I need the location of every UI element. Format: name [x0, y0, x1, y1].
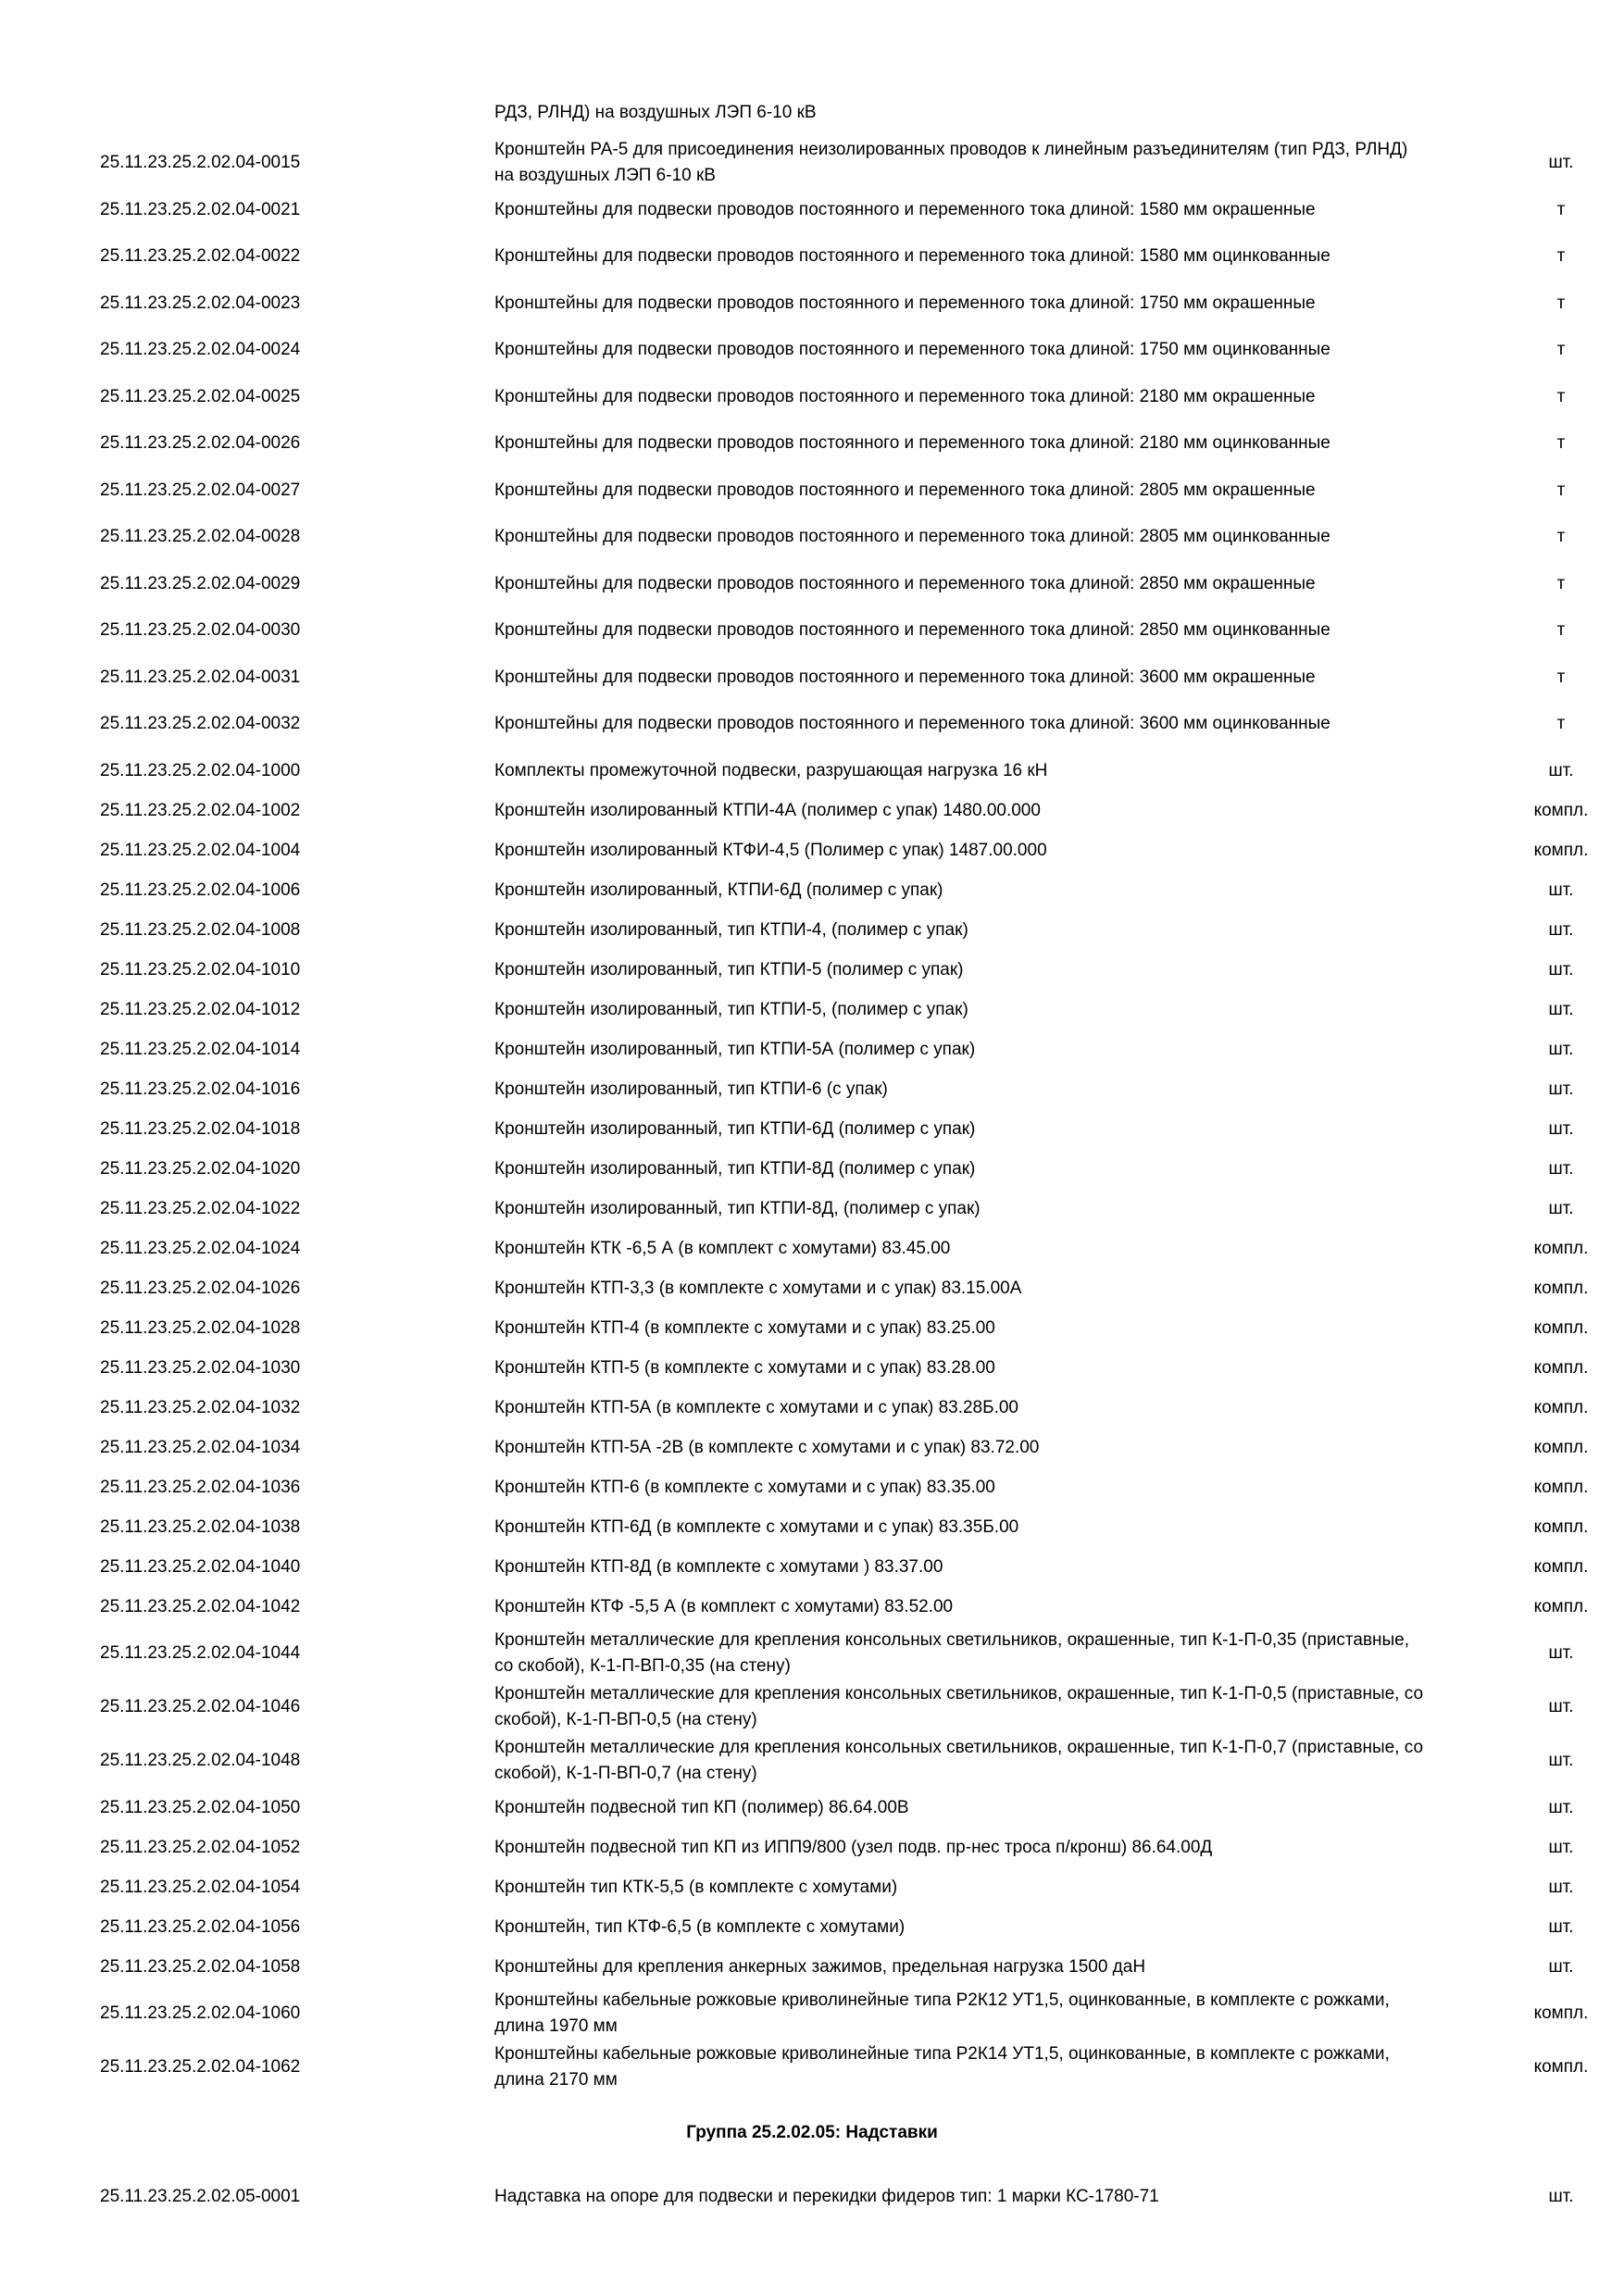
resource-code: 25.11.23.25.2.02.04-1062 [100, 2057, 301, 2077]
resource-name: Кронштейн КТК -6,5 А (в комплект с хомутами) 83.45.00 [494, 1238, 951, 1258]
unit-cell [1494, 1029, 1624, 1069]
unit-of-measure: шт. [1548, 760, 1574, 780]
resource-name: Кронштейны для подвески проводов постоянного и переменного тока длиной: 1750 мм окрашенные [494, 293, 1316, 313]
unit-of-measure: шт. [1548, 919, 1574, 940]
unit-cell [1494, 1268, 1624, 1308]
resource-name: Кронштейны для подвески проводов постоянного и переменного тока длиной: 2805 мм оцинкованные [494, 527, 1330, 546]
unit-cell [1494, 136, 1624, 190]
unit-cell [1494, 697, 1624, 751]
table-row [0, 1149, 1624, 1189]
unit-of-measure: шт. [1548, 2186, 1574, 2206]
table-row [0, 1189, 1624, 1229]
unit-cell [1494, 510, 1624, 564]
resource-code: 25.11.23.25.2.02.04-1034 [100, 1437, 301, 1457]
unit-of-measure: компл. [1533, 1516, 1589, 1537]
table-row [0, 830, 1624, 870]
table-row [0, 190, 1624, 230]
unit-cell [1494, 1308, 1624, 1348]
unit-cell [1494, 657, 1624, 697]
unit-of-measure: компл. [1533, 1238, 1589, 1258]
resource-name: Кронштейны для подвески проводов постоянного и переменного тока длиной: 2850 мм оцинкованные [494, 620, 1330, 640]
continuation-text: РДЗ, РЛНД) на воздушных ЛЭП 6-10 кВ [494, 103, 817, 122]
resource-name: Кронштейн КТП-4 (в комплекте с хомутами и с упак) 83.25.00 [494, 1317, 995, 1338]
resource-name: Кронштейн КТП-3,3 (в комплекте с хомутами и с упак) 83.15.00А [494, 1278, 1022, 1298]
table-row [0, 1828, 1624, 1867]
unit-cell [1494, 910, 1624, 950]
unit-cell [1494, 1149, 1624, 1189]
resource-code: 25.11.23.25.2.02.04-1044 [100, 1643, 301, 1663]
table-row [0, 417, 1624, 470]
unit-cell [1494, 1189, 1624, 1229]
unit-of-measure: компл. [1533, 1477, 1589, 1497]
resource-name: Кронштейн КТП-6Д (в комплекте с хомутами и с упак) 83.35Б.00 [494, 1516, 1019, 1537]
unit-cell [1494, 1828, 1624, 1867]
unit-of-measure: шт. [1548, 1079, 1574, 1099]
table-row [0, 1467, 1624, 1507]
resource-name: Кронштейн РА-5 для присоединения неизолированных проводов к линейным разъединителям (тип РДЗ, РЛНД) на воздушных ЛЭП 6-10 кВ [494, 140, 1408, 185]
unit-of-measure: компл. [1533, 800, 1589, 820]
table-row [0, 323, 1624, 377]
table-row [0, 604, 1624, 657]
unit-cell [1494, 870, 1624, 910]
resource-code: 25.11.23.25.2.02.04-1024 [100, 1238, 301, 1258]
unit-cell [1494, 564, 1624, 604]
unit-of-measure: шт. [1548, 880, 1574, 900]
resource-code: 25.11.23.25.2.02.04-0026 [100, 433, 301, 453]
table-row [0, 910, 1624, 950]
unit-of-measure: т [1556, 527, 1566, 546]
resource-code: 25.11.23.25.2.02.04-0027 [100, 480, 301, 500]
resource-code: 25.11.23.25.2.02.04-1040 [100, 1556, 301, 1577]
resource-name: Кронштейн тип КТК-5,5 (в комплекте с хомутами) [494, 1877, 898, 1897]
resource-name: Кронштейн подвесной тип КП (полимер) 86.64.00В [494, 1797, 909, 1817]
resource-name: Кронштейны для подвески проводов постоянного и переменного тока длиной: 1750 мм оцинкованные [494, 340, 1330, 359]
resource-code: 25.11.23.25.2.02.04-1038 [100, 1516, 301, 1537]
resource-name: Кронштейн изолированный, тип КТПИ-6Д (полимер с упак) [494, 1118, 976, 1139]
resource-table-body [0, 136, 1624, 2094]
resource-code: 25.11.23.25.2.02.04-1012 [100, 999, 301, 1019]
unit-cell [1494, 1507, 1624, 1547]
resource-name: Кронштейн изолированный, тип КТПИ-5А (полимер с упак) [494, 1039, 976, 1059]
resource-name: Кронштейны для подвески проводов постоянного и переменного тока длиной: 1580 мм окрашенные [494, 199, 1316, 219]
table-row [0, 1734, 1624, 1788]
unit-cell [1494, 830, 1624, 870]
unit-of-measure: компл. [1533, 1397, 1589, 1417]
resource-name: Кронштейн КТП-5А (в комплекте с хомутами и с упак) 83.28Б.00 [494, 1397, 1019, 1417]
table-row [0, 697, 1624, 751]
resource-name: Кронштейн изолированный, тип КТПИ-8Д, (полимер с упак) [494, 1198, 981, 1218]
unit-of-measure: шт. [1548, 1837, 1574, 1857]
table-row [0, 377, 1624, 417]
resource-code: 25.11.23.25.2.02.04-1014 [100, 1039, 301, 1059]
resource-code: 25.11.23.25.2.02.04-0031 [100, 667, 301, 687]
table-row [0, 1029, 1624, 1069]
unit-cell [1494, 604, 1624, 657]
unit-cell [1494, 2177, 1624, 2216]
resource-code: 25.11.23.25.2.02.04-1020 [100, 1158, 301, 1179]
resource-name: Кронштейн изолированный, тип КТПИ-8Д (полимер с упак) [494, 1158, 976, 1179]
unit-cell [1494, 1069, 1624, 1109]
unit-cell [1494, 470, 1624, 510]
resource-code: 25.11.23.25.2.02.04-0028 [100, 527, 301, 546]
unit-cell [1494, 1734, 1624, 1788]
resource-code: 25.11.23.25.2.02.04-1060 [100, 2003, 301, 2023]
unit-of-measure: т [1556, 573, 1566, 593]
unit-cell [1494, 1907, 1624, 1947]
resource-code: 25.11.23.25.2.02.04-1032 [100, 1397, 301, 1417]
resource-name: Кронштейн подвесной тип КП из ИПП9/800 (узел подв. пр-нес троса п/кронш) 86.64.00Д [494, 1837, 1213, 1857]
unit-cell [1494, 1987, 1624, 2040]
table-row [0, 1987, 1624, 2040]
unit-of-measure: шт. [1548, 959, 1574, 980]
unit-cell [1494, 190, 1624, 230]
unit-of-measure: т [1556, 433, 1566, 453]
group-table [0, 2177, 1624, 2216]
resource-code: 25.11.23.25.2.02.05-0001 [100, 2186, 301, 2206]
resource-name: Кронштейн металлические для крепления консольных светильников, окрашенные, тип К-1-П-0,5 (приставные, со скобой), К-1-П-ВП-0,5 (на стену) [494, 1684, 1424, 1729]
table-row [0, 510, 1624, 564]
table-row [0, 990, 1624, 1029]
resource-code: 25.11.23.25.2.02.04-1050 [100, 1797, 301, 1817]
unit-of-measure: шт. [1548, 1118, 1574, 1139]
table-row [0, 136, 1624, 190]
unit-of-measure: компл. [1533, 1357, 1589, 1378]
resource-name: Кронштейны кабельные рожковые криволинейные типа Р2К12 УТ1,5, оцинкованные, в комплекте с рожками, длина 1970 мм [494, 1990, 1390, 2036]
unit-of-measure: компл. [1533, 1278, 1589, 1298]
resource-code: 25.11.23.25.2.02.04-1028 [100, 1317, 301, 1338]
unit-of-measure: шт. [1548, 1643, 1574, 1663]
unit-cell [1494, 1788, 1624, 1828]
table-row [0, 1587, 1624, 1627]
resource-code: 25.11.23.25.2.02.04-1030 [100, 1357, 301, 1378]
unit-of-measure: шт. [1548, 999, 1574, 1019]
resource-name: Кронштейны для подвески проводов постоянного и переменного тока длиной: 1580 мм оцинкованные [494, 246, 1330, 266]
resource-name: Кронштейны для подвески проводов постоянного и переменного тока длиной: 2850 мм окрашенные [494, 573, 1316, 593]
resource-code: 25.11.23.25.2.02.04-0015 [100, 153, 301, 172]
unit-cell [1494, 1229, 1624, 1268]
table-row [0, 1907, 1624, 1947]
resource-name: Кронштейн изолированный КТПИ-4А (полимер с упак) 1480.00.000 [494, 800, 1041, 820]
unit-of-measure: шт. [1548, 1916, 1574, 1937]
unit-cell [1494, 1428, 1624, 1467]
unit-of-measure: компл. [1533, 840, 1589, 860]
resource-name: Кронштейны для подвески проводов постоянного и переменного тока длиной: 2180 мм окрашенные [494, 386, 1316, 406]
resource-name: Кронштейн, тип КТФ-6,5 (в комплекте с хомутами) [494, 1916, 906, 1937]
table-row [0, 1268, 1624, 1308]
resource-name: Кронштейн КТП-5А -2В (в комплекте с хомутами и с упак) 83.72.00 [494, 1437, 1040, 1457]
resource-code: 25.11.23.25.2.02.04-1048 [100, 1751, 301, 1770]
resource-name: Кронштейн изолированный, тип КТПИ-5 (полимер с упак) [494, 959, 964, 980]
resource-code: 25.11.23.25.2.02.04-1018 [100, 1118, 301, 1139]
table-row [0, 470, 1624, 510]
unit-of-measure: компл. [1533, 1437, 1589, 1457]
unit-of-measure: шт. [1548, 153, 1574, 172]
resource-name: Кронштейны для подвески проводов постоянного и переменного тока длиной: 2180 мм оцинкованные [494, 433, 1330, 453]
resource-name: Кронштейн КТП-6 (в комплекте с хомутами и с упак) 83.35.00 [494, 1477, 995, 1497]
resource-name: Надставка на опоре для подвески и перекидки фидеров тип: 1 марки КС-1780-71 [494, 2186, 1159, 2206]
unit-of-measure: шт. [1548, 1198, 1574, 1218]
unit-of-measure: компл. [1533, 1596, 1589, 1616]
resource-code: 25.11.23.25.2.02.04-1058 [100, 1956, 301, 1977]
resource-code: 25.11.23.25.2.02.04-1002 [100, 800, 301, 820]
table-row [0, 1229, 1624, 1268]
resource-code: 25.11.23.25.2.02.04-1052 [100, 1837, 301, 1857]
resource-code: 25.11.23.25.2.02.04-1004 [100, 840, 301, 860]
table-row [0, 1388, 1624, 1428]
resource-code: 25.11.23.25.2.02.04-0024 [100, 340, 301, 359]
table-row [0, 1547, 1624, 1587]
table-row [0, 2177, 1624, 2216]
unit-of-measure: компл. [1533, 2057, 1589, 2077]
unit-of-measure: шт. [1548, 1956, 1574, 1977]
resource-code: 25.11.23.25.2.02.04-1006 [100, 880, 301, 900]
unit-of-measure: шт. [1548, 1697, 1574, 1716]
resource-name: Кронштейн изолированный, тип КТПИ-5, (полимер с упак) [494, 999, 968, 1019]
unit-cell [1494, 323, 1624, 377]
table-row [0, 1867, 1624, 1907]
unit-cell [1494, 377, 1624, 417]
resource-code: 25.11.23.25.2.02.04-1000 [100, 760, 301, 780]
table-row [0, 1069, 1624, 1109]
unit-cell [1494, 1348, 1624, 1388]
unit-of-measure: шт. [1548, 1158, 1574, 1179]
group-table-body [0, 2177, 1624, 2216]
unit-cell [1494, 791, 1624, 830]
resource-name: Кронштейны для подвески проводов постоянного и переменного тока длиной: 2805 мм окрашенные [494, 480, 1316, 500]
resource-code: 25.11.23.25.2.02.04-1056 [100, 1916, 301, 1937]
resource-name: Кронштейны кабельные рожковые криволинейные типа Р2К14 УТ1,5, оцинкованные, в комплекте с рожками, длина 2170 мм [494, 2044, 1390, 2090]
table-row [0, 1680, 1624, 1734]
resource-name: Кронштейн изолированный, КТПИ-6Д (полимер с упак) [494, 880, 943, 900]
unit-cell [1494, 417, 1624, 470]
unit-of-measure: шт. [1548, 1797, 1574, 1817]
unit-of-measure: шт. [1548, 1751, 1574, 1770]
resource-code: 25.11.23.25.2.02.04-1010 [100, 959, 301, 980]
table-row [0, 791, 1624, 830]
resource-code: 25.11.23.25.2.02.04-1022 [100, 1198, 301, 1218]
resource-code: 25.11.23.25.2.02.04-0032 [100, 714, 301, 733]
table-row [0, 230, 1624, 283]
resource-table [0, 136, 1624, 2094]
unit-of-measure: т [1556, 620, 1566, 640]
resource-code: 25.11.23.25.2.02.04-1054 [100, 1877, 301, 1897]
table-row [0, 1308, 1624, 1348]
unit-cell [1494, 283, 1624, 323]
table-row [0, 2040, 1624, 2094]
table-row [0, 1627, 1624, 1680]
table-row [0, 950, 1624, 990]
unit-cell [1494, 230, 1624, 283]
unit-cell [1494, 1587, 1624, 1627]
resource-name: Кронштейн изолированный, тип КТПИ-4, (полимер с упак) [494, 919, 968, 940]
unit-of-measure: т [1556, 480, 1566, 500]
unit-of-measure: т [1556, 293, 1566, 313]
resource-name: Кронштейны для подвески проводов постоянного и переменного тока длиной: 3600 мм окрашенные [494, 667, 1316, 687]
resource-code: 25.11.23.25.2.02.04-1026 [100, 1278, 301, 1298]
unit-of-measure: т [1556, 714, 1566, 733]
unit-cell [1494, 1947, 1624, 1987]
unit-of-measure: т [1556, 386, 1566, 406]
table-row [0, 870, 1624, 910]
unit-cell [1494, 1388, 1624, 1428]
resource-code: 25.11.23.25.2.02.04-0022 [100, 246, 301, 266]
resource-name: Кронштейны для подвески проводов постоянного и переменного тока длиной: 3600 мм оцинкованные [494, 714, 1330, 733]
resource-name: Кронштейн изолированный, тип КТПИ-6 (с упак) [494, 1079, 888, 1099]
unit-of-measure: шт. [1548, 1039, 1574, 1059]
unit-cell [1494, 950, 1624, 990]
unit-of-measure: компл. [1533, 2003, 1589, 2023]
resource-code: 25.11.23.25.2.02.04-1016 [100, 1079, 301, 1099]
table-row [0, 1947, 1624, 1987]
unit-of-measure: компл. [1533, 1317, 1589, 1338]
unit-of-measure: т [1556, 340, 1566, 359]
resource-code: 25.11.23.25.2.02.04-1042 [100, 1596, 301, 1616]
unit-cell [1494, 1467, 1624, 1507]
resource-name: Кронштейн КТФ -5,5 А (в комплект с хомутами) 83.52.00 [494, 1596, 954, 1616]
table-row [0, 657, 1624, 697]
resource-code: 25.11.23.25.2.02.04-1008 [100, 919, 301, 940]
unit-cell [1494, 751, 1624, 791]
resource-code: 25.11.23.25.2.02.04-1046 [100, 1697, 301, 1716]
unit-of-measure: шт. [1548, 1877, 1574, 1897]
table-row [0, 1428, 1624, 1467]
resource-name: Кронштейн металлические для крепления консольных светильников, окрашенные, тип К-1-П-0,7 (приставные, со скобой), К-1-П-ВП-0,7 (на стену) [494, 1738, 1424, 1783]
table-row [0, 751, 1624, 791]
unit-cell [1494, 1680, 1624, 1734]
unit-cell [1494, 990, 1624, 1029]
resource-name: Кронштейн изолированный КТФИ-4,5 (Полимер с упак) 1487.00.000 [494, 840, 1047, 860]
unit-cell [1494, 1867, 1624, 1907]
unit-cell [1494, 1627, 1624, 1680]
group-heading: Группа 25.2.02.05: Надставки [686, 2123, 938, 2142]
table-row [0, 1788, 1624, 1828]
unit-of-measure: компл. [1533, 1556, 1589, 1577]
resource-code: 25.11.23.25.2.02.04-0029 [100, 573, 301, 593]
resource-code: 25.11.23.25.2.02.04-1036 [100, 1477, 301, 1497]
unit-of-measure: т [1556, 246, 1566, 266]
resource-code: 25.11.23.25.2.02.04-0025 [100, 386, 301, 406]
table-row [0, 1109, 1624, 1149]
unit-of-measure: т [1556, 667, 1566, 687]
resource-name: Кронштейн КТП-5 (в комплекте с хомутами и с упак) 83.28.00 [494, 1357, 995, 1378]
resource-name: Кронштейн металлические для крепления консольных светильников, окрашенные, тип К-1-П-0,35 (приставные, со скобой), К-1-П-ВП-0,35 (на стену) [494, 1630, 1410, 1676]
unit-cell [1494, 2040, 1624, 2094]
unit-cell [1494, 1109, 1624, 1149]
unit-of-measure: т [1556, 199, 1566, 219]
unit-cell [1494, 1547, 1624, 1587]
resource-code: 25.11.23.25.2.02.04-0023 [100, 293, 301, 313]
resource-name: Кронштейны для крепления анкерных зажимов, предельная нагрузка 1500 даН [494, 1956, 1146, 1977]
table-row [0, 564, 1624, 604]
resource-name: Комплекты промежуточной подвески, разрушающая нагрузка 16 кН [494, 760, 1048, 780]
resource-code: 25.11.23.25.2.02.04-0021 [100, 199, 301, 219]
table-row [0, 1348, 1624, 1388]
table-row [0, 283, 1624, 323]
resource-name: Кронштейн КТП-8Д (в комплекте с хомутами ) 83.37.00 [494, 1556, 943, 1577]
resource-code: 25.11.23.25.2.02.04-0030 [100, 620, 301, 640]
table-row [0, 1507, 1624, 1547]
